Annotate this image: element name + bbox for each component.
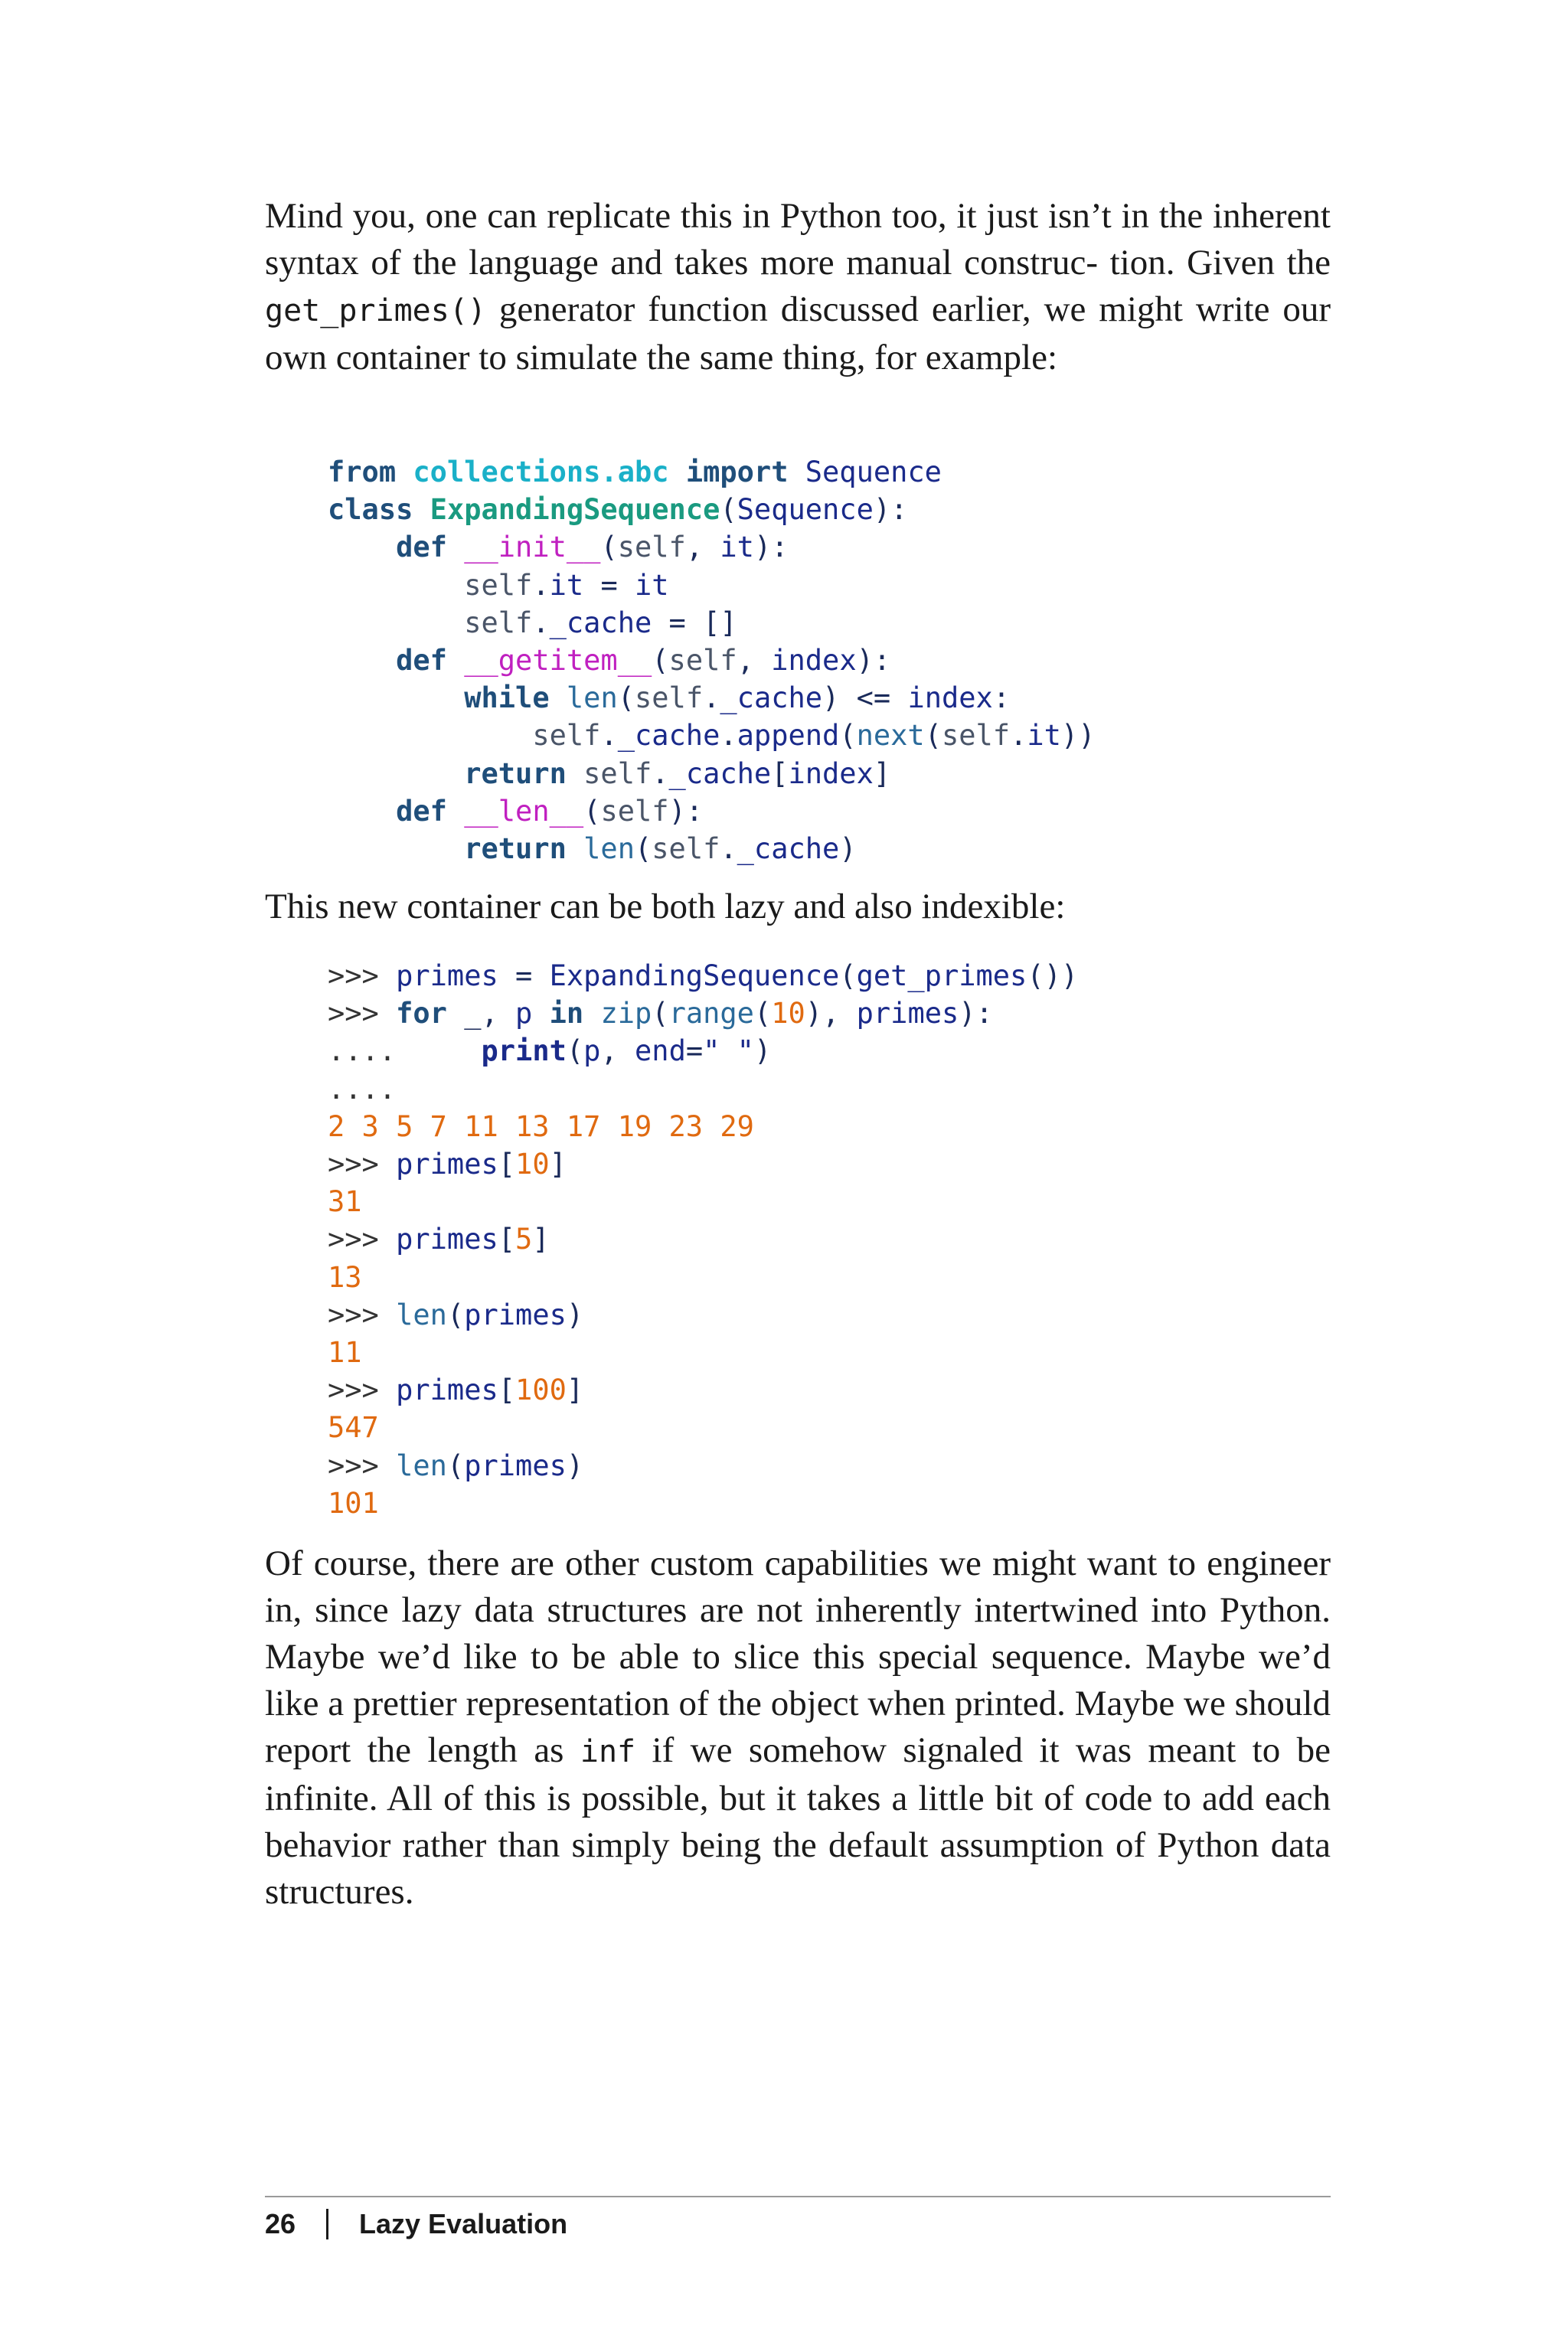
- code-line: >>> len(primes): [328, 1449, 584, 1482]
- code-line: def __init__(self, it):: [396, 531, 789, 564]
- code-line: >>> primes[100]: [328, 1374, 584, 1407]
- code-line: self._cache.append(next(self.it)): [532, 719, 1096, 753]
- page-number: 26: [265, 2208, 296, 2239]
- chapter-title: Lazy Evaluation: [359, 2208, 568, 2239]
- footer-divider: [265, 2196, 1331, 2197]
- code-line: return self._cache[index]: [464, 756, 891, 790]
- code-line: 547: [328, 1411, 379, 1445]
- code-line: 13: [328, 1260, 362, 1294]
- code-line: 101: [328, 1486, 379, 1520]
- code-line: 2 3 5 7 11 13 17 19 23 29: [328, 1109, 754, 1143]
- code-line: class ExpandingSequence(Sequence):: [328, 493, 908, 527]
- code-line: self._cache = []: [464, 606, 737, 639]
- outro-text-part1: Of course, there are other custom capabilities we might want to engineer in, since lazy data structures are not inherently intertwined into Python. Maybe we’d like to be able to slice this special sequence. Maybe we’d like a prettier representation of the object when printed. Maybe we should report the length as: [265, 1544, 1331, 1770]
- code-line: from collections.abc import Sequence: [328, 456, 942, 488]
- code-line: 11: [328, 1336, 362, 1370]
- code-line: 31: [328, 1185, 362, 1219]
- code-block-repl-session: [328, 957, 1078, 1522]
- code-line: while len(self._cache) <= index:: [464, 681, 1011, 715]
- code-line: def __getitem__(self, index):: [396, 644, 891, 678]
- code-line: >>> len(primes): [328, 1298, 584, 1331]
- code-line: def __len__(self):: [396, 794, 704, 828]
- code-line: return len(self._cache): [464, 832, 857, 866]
- outro-paragraph: [265, 1540, 1331, 1916]
- code-line: >>> primes = ExpandingSequence(get_primes()): [328, 959, 1079, 992]
- code-line: .... print(p, end=" "): [328, 1034, 772, 1068]
- inline-code-get-primes: get_primes(): [265, 293, 486, 328]
- intro-text-part1: Mind you, one can replicate this in Python too, it just isn’t in the inherent syntax of the language and takes more manual construc- tion. Given the: [265, 196, 1331, 283]
- middle-paragraph: This new container can be both lazy and also indexible:: [265, 887, 1066, 926]
- footer-separator: [326, 2209, 328, 2239]
- intro-paragraph: [265, 193, 1331, 381]
- code-line: >>> for _, p in zip(range(10), primes):: [328, 997, 993, 1031]
- code-line: self.it = it: [464, 568, 669, 602]
- code-line: >>> primes[10]: [328, 1148, 567, 1181]
- outro-text-part2: if we somehow signaled it was meant to be infinite. All of this is possible, but it takes a little bit of code to add each behavior rather than simply being the default assumption of Python data structures.: [265, 1730, 1331, 1912]
- code-line: ....: [328, 1072, 397, 1106]
- inline-code-inf: inf: [580, 1734, 636, 1769]
- page-footer: [265, 2208, 567, 2240]
- intro-text-part2: generator function discussed earlier, we might write our own container to simulate the same thing, for example:: [265, 289, 1331, 377]
- code-block-expanding-sequence: [328, 453, 1095, 867]
- code-line: >>> primes[5]: [328, 1223, 550, 1256]
